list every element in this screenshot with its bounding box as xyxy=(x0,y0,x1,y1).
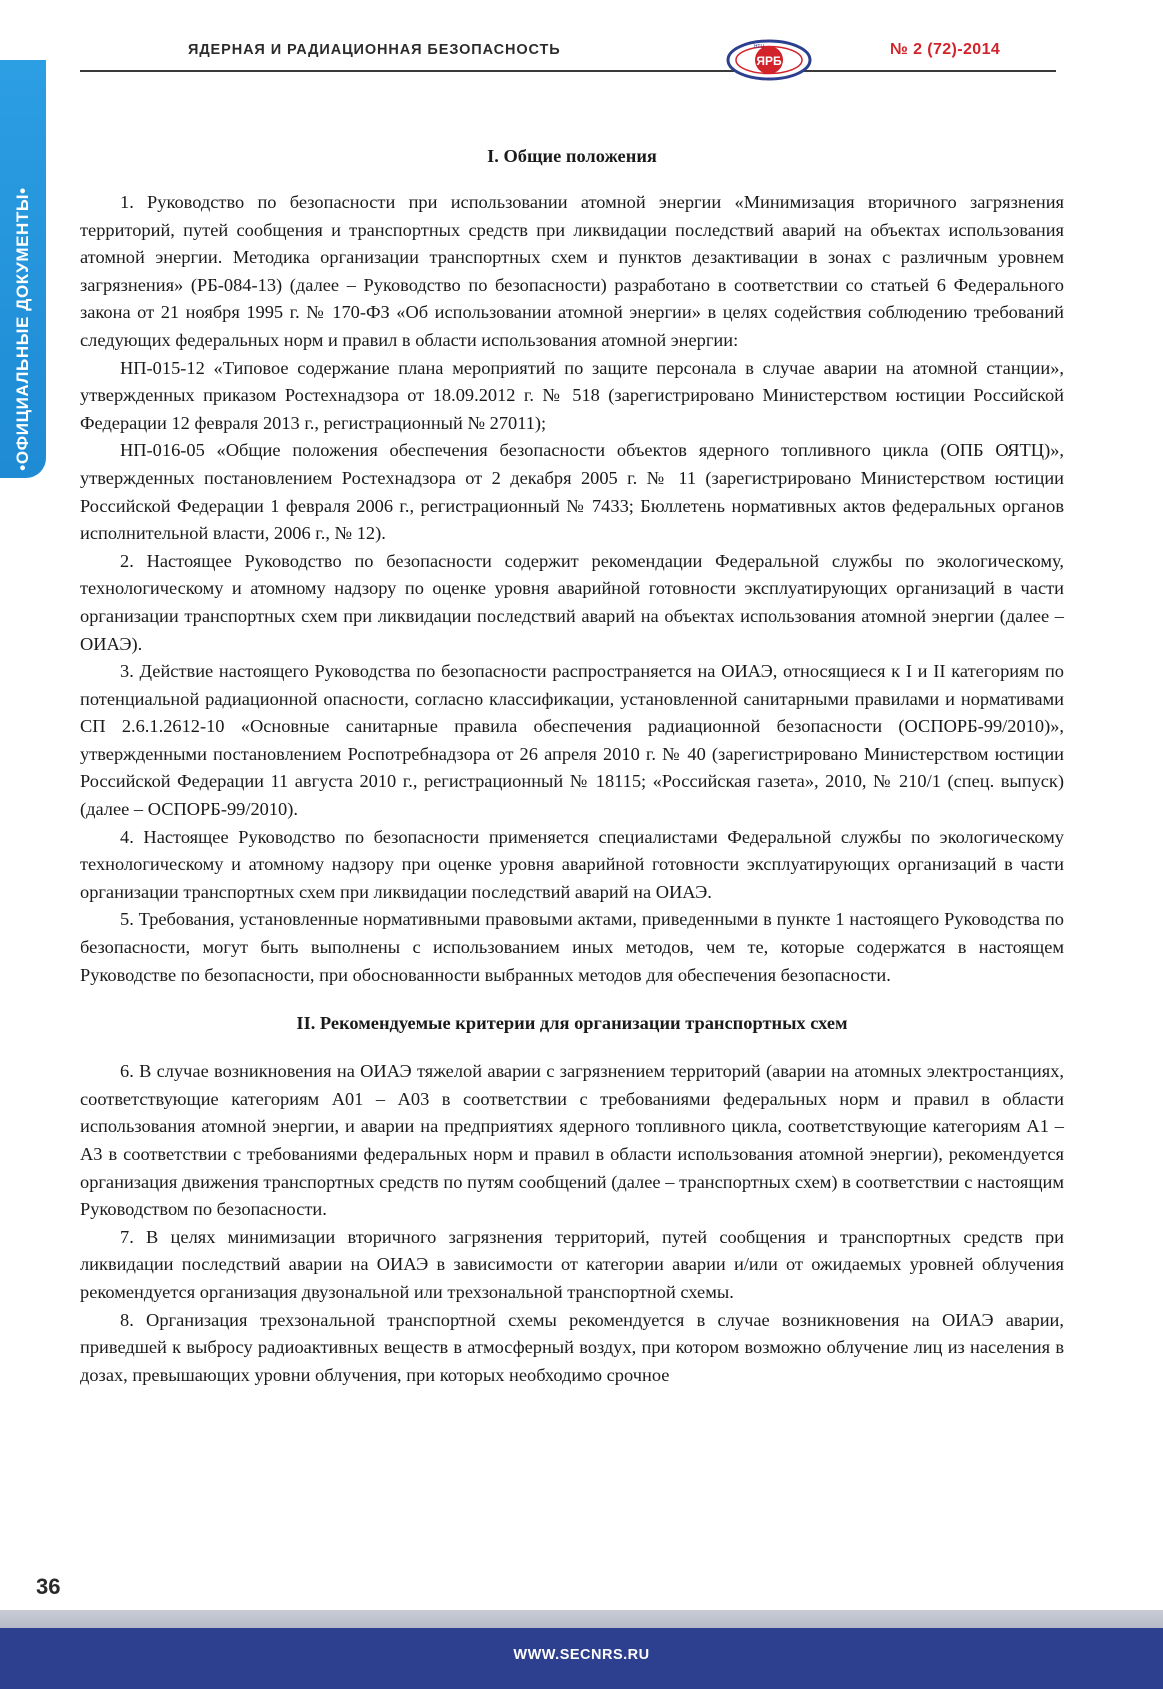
journal-title: ЯДЕРНАЯ И РАДИАЦИОННАЯ БЕЗОПАСНОСТЬ xyxy=(188,42,561,58)
issue-number: № 2 (72)-2014 xyxy=(890,41,1001,58)
paragraph: 7. В целях минимизации вторичного загрязнения территорий, путей сообщения и транспортных средств при ликвидации последствий аварии на ОИАЭ в зависимости от категории аварии и/или от ожидаемых уровней облучения рекомендуется организация двузональной или трехзональной транспортной схемы. xyxy=(80,1226,1064,1302)
paragraph: 1. Руководство по безопасности при использовании атомной энергии «Минимизация вторичного загрязнения территорий, путей сообщения и транспортных средств при ликвидации последствий аварий на объектах использования атомной энергии. Методика организации транспортных схем и пунктов дезактивации в зонах с различным уровнем загрязнения» (РБ-084-13) (далее – Руководство по безопасности) разработано в соответствии со статьей 6 Федерального закона от 21 ноября 1995 г. № 170-ФЗ «Об использовании атомной энергии» в целях содействия соблюдению требований следующих федеральных норм и правил в области использования атомной энергии: xyxy=(80,192,1064,350)
header-divider xyxy=(80,70,1056,72)
paragraph: НП-016-05 «Общие положения обеспечения безопасности объектов ядерного топливного цикла (ОПБ ОЯТЦ)», утвержденных постановлением Ростехнадзора от 2 декабря 2005 г. № 11 (зарегистрировано Министерством юстиции Российской Федерации 1 февраля 2006 г., регистрационный № 7433; Бюллетень нормативных актов федеральных органов исполнительной власти, 2006 г., № 12). xyxy=(80,440,1064,544)
paragraph: НП-015-12 «Типовое содержание плана мероприятий по защите персонала в случае аварии на атомной станции», утвержденных приказом Ростехнадзора от 18.09.2012 г. № 518 (зарегистрировано Министерством юстиции Российской Федерации 12 февраля 2013 г., регистрационный № 27011); xyxy=(80,357,1064,433)
section-heading: II. Рекомендуемые критерии для организации транспортных схем xyxy=(296,1013,848,1034)
website-link[interactable]: WWW.SECNRS.RU xyxy=(513,1647,650,1663)
page-number: 36 xyxy=(36,1574,61,1599)
footer-bar xyxy=(0,1628,1163,1689)
logo-small-text: НТЦ xyxy=(753,44,765,50)
document-body xyxy=(80,146,1064,1389)
side-tab-label: •ОФИЦИАЛЬНЫЕ ДОКУМЕНТЫ• xyxy=(13,187,32,471)
paragraph: 8. Организация трехзональной транспортной схемы рекомендуется в случае возникновения на ОИАЭ аварии, приведшей к выбросу радиоактивных веществ в атмосферный воздух, при котором возможно облучение лиц из населения в дозах, превышающих уровни облучения, при которых необходимо срочное xyxy=(80,1309,1064,1385)
section-heading: I. Общие положения xyxy=(487,146,657,166)
paragraph: 2. Настоящее Руководство по безопасности содержит рекомендации Федеральной службы по экологическому, технологическому и атомному надзору по оценке уровня аварийной готовности эксплуатирующих организаций в части организации транспортных схем при ликвидации последствий аварий на объектах использования атомной энергии (далее – ОИАЭ). xyxy=(80,550,1064,654)
paragraph: 4. Настоящее Руководство по безопасности применяется специалистами Федеральной службы по экологическому технологическому и атомному надзору при оценке уровня аварийной готовности эксплуатирующих организаций в части организации транспортных схем при ликвидации последствий аварий на ОИАЭ. xyxy=(80,826,1064,902)
logo-text: ЯРБ xyxy=(756,54,782,68)
paragraph: 5. Требования, установленные нормативными правовыми актами, приведенными в пункте 1 настоящего Руководства по безопасности, могут быть выполнены с использованием иных методов, чем те, которые содержатся в настоящем Руководстве по безопасности, при обоснованности выбранных методов для обеспечения безопасности. xyxy=(80,909,1064,985)
footer-stripe xyxy=(0,1610,1163,1628)
journal-logo xyxy=(725,36,813,82)
paragraph: 6. В случае возникновения на ОИАЭ тяжелой аварии с загрязнением территорий (аварии на атомных электростанциях, соответствующие категориям А01 – А03 в соответствии с требованиями федеральных норм и правил в области использования атомной энергии, и аварии на предприятиях ядерного топливного цикла, соответствующие категориям А1 – А3 в соответствии с требованиями федеральных норм и правил в области использования атомной энергии), рекомендуется организация движения транспортных средств по путям сообщений (далее – транспортных схем) в соответствии с настоящим Руководством по безопасности. xyxy=(80,1061,1064,1220)
paragraph: 3. Действие настоящего Руководства по безопасности распространяется на ОИАЭ, относящиеся к I и II категориям по потенциальной радиационной опасности, согласно классификации, установленной санитарными правилами и нормативами СП 2.6.1.2612-10 «Основные санитарные правила обеспечения радиационной безопасности (ОСПОРБ-99/2010)», утвержденными постановлением Роспотребнадзора от 26 апреля 2010 г. № 40 (зарегистрировано Министерством юстиции Российской Федерации 11 августа 2010 г., регистрационный № 18115; «Российская газета», 2010, № 210/1 (спец. выпуск) (далее – ОСПОРБ-99/2010). xyxy=(80,661,1064,820)
section-side-tab xyxy=(0,60,46,478)
